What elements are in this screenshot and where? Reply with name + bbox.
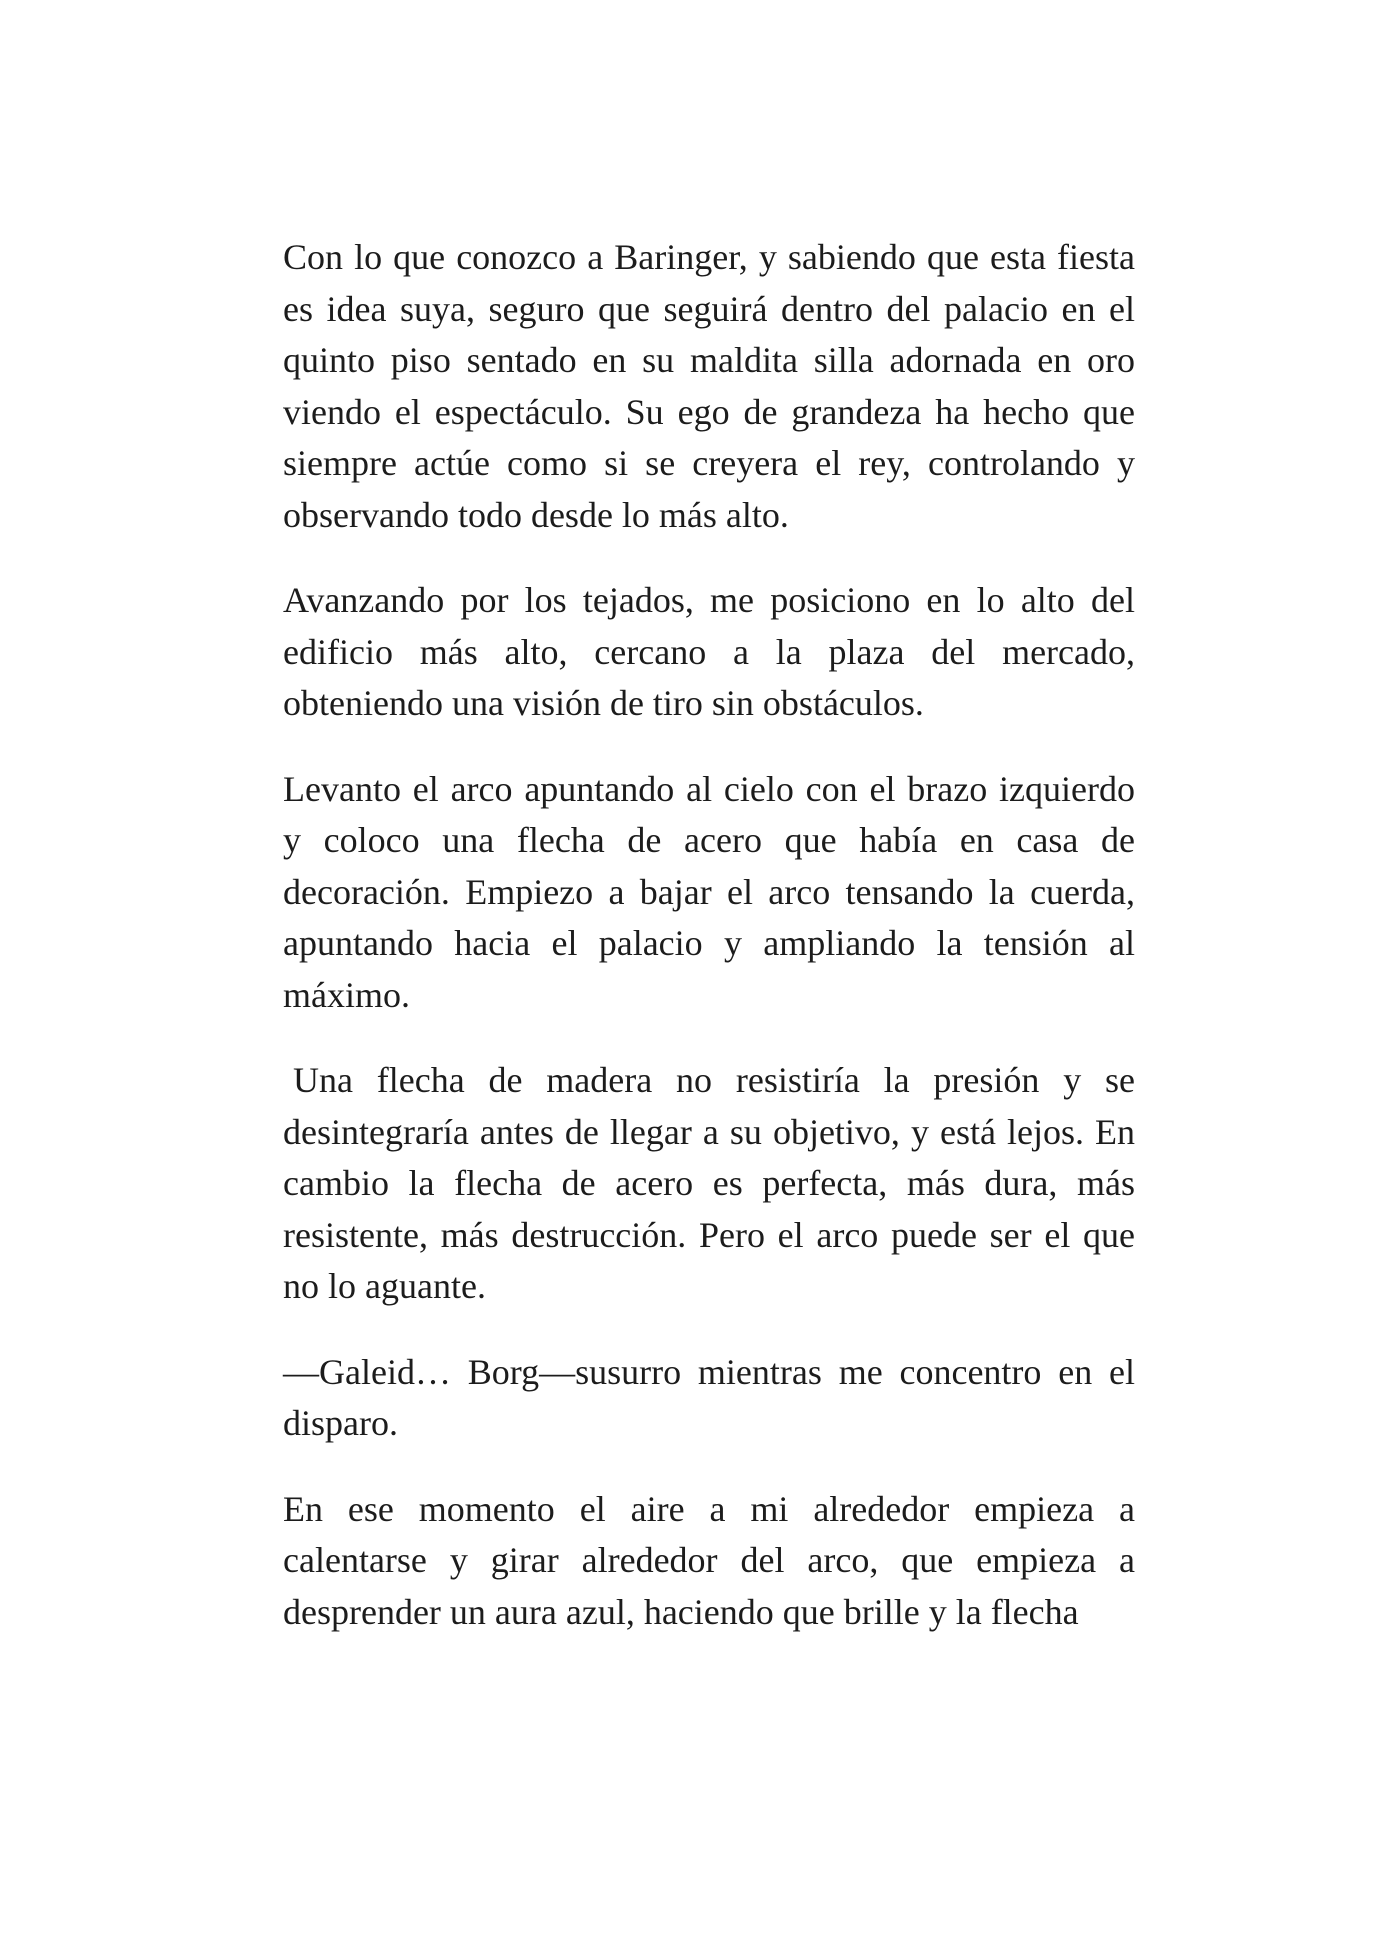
paragraph-1: Con lo que conozco a Baringer, y sabiendo que esta fiesta es idea suya, seguro que seguirá dentro del palacio en el quinto piso sentado en su maldita silla adornada en oro viendo el espectáculo. Su ego de grandeza ha hecho que siempre actúe como si se creyera el rey, controlando y observando todo desde lo más alto. xyxy=(283,237,1135,535)
paragraph-3: Levanto el arco apuntando al cielo con el brazo izquierdo y coloco una flecha de acero que había en casa de decoración. Empiezo a bajar el arco tensando la cuerda, apuntando hacia el palacio y ampliando la tensión al máximo. xyxy=(283,768,1135,1015)
paragraph-4: Una flecha de madera no resistiría la presión y se desintegraría antes de llegar a su objetivo, y está lejos. En cambio la flecha de acero es perfecta, más dura, más resistente, más destrucción. Pero el arco puede ser el que no lo aguante. xyxy=(283,1060,1135,1306)
page-body-text xyxy=(283,232,1135,1672)
paragraph-5-dialogue: —Galeid… Borg—susurro mientras me concentro en el disparo. xyxy=(283,1351,1135,1443)
paragraph-6: En ese momento el aire a mi alrededor empieza a calentarse y girar alrededor del arco, que empieza a desprender un aura azul, haciendo que brille y la flecha xyxy=(283,1488,1135,1632)
paragraph-2: Avanzando por los tejados, me posiciono en lo alto del edificio más alto, cercano a la plaza del mercado, obteniendo una visión de tiro sin obstáculos. xyxy=(283,580,1135,723)
